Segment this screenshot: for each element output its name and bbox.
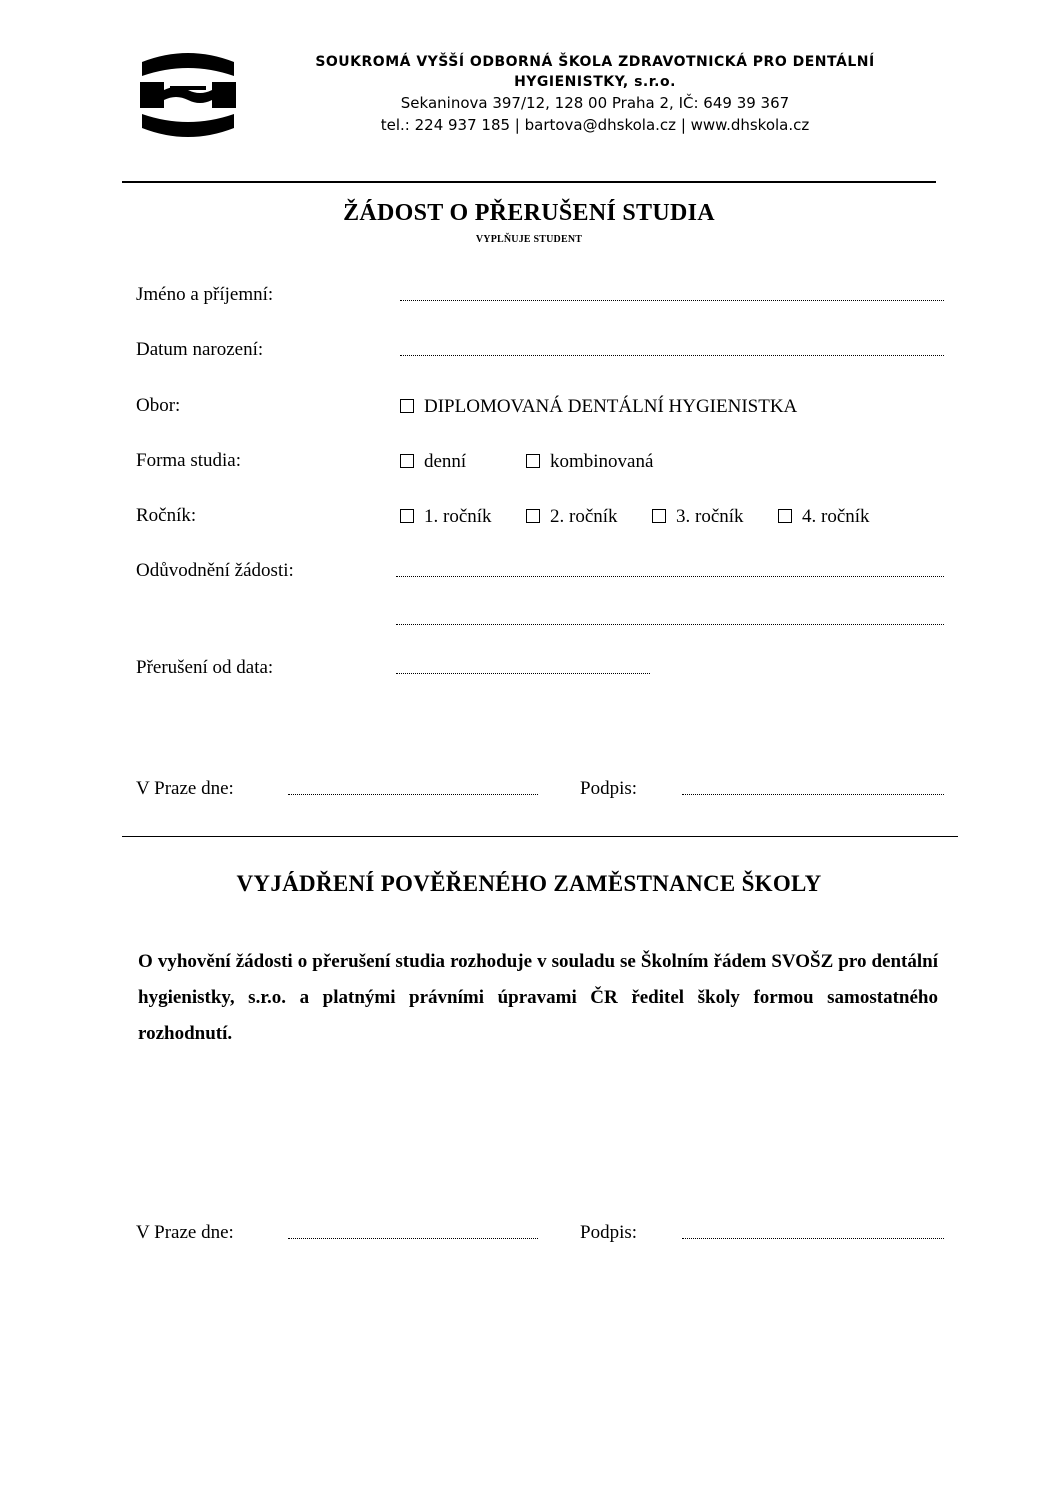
name-label: Jméno a příjemní: (136, 284, 274, 305)
header-divider (122, 181, 936, 183)
reason-field-line2[interactable] (396, 624, 944, 625)
statement-signature-field[interactable] (682, 1238, 944, 1239)
school-logo-icon (140, 46, 236, 144)
school-contact: tel.: 224 937 185 | bartova@dhskola.cz | www.dhskola.cz (380, 116, 810, 134)
signature-field[interactable] (682, 794, 944, 795)
study-form-option-combined[interactable] (526, 451, 653, 473)
study-form-label: Forma studia: (136, 450, 242, 471)
year-option-label: 2. ročník (550, 506, 618, 527)
checkbox-icon[interactable] (652, 509, 666, 523)
statement-place-date-field[interactable] (288, 1238, 538, 1239)
checkbox-icon[interactable] (400, 454, 414, 468)
field-option-dental-hygienist[interactable] (400, 396, 797, 418)
field-label: Obor: (136, 395, 181, 416)
statement-signature-label: Podpis: (580, 1222, 638, 1243)
year-option-label: 3. ročník (676, 506, 744, 527)
form-subtitle: VYPLŇUJE STUDENT (475, 234, 583, 245)
signature-label: Podpis: (580, 778, 638, 799)
birth-date-field[interactable] (400, 355, 944, 356)
checkbox-icon[interactable] (778, 509, 792, 523)
place-date-label: V Praze dne: (136, 778, 234, 799)
year-option-4[interactable] (778, 506, 870, 528)
reason-label: Odůvodnění žádosti: (136, 560, 294, 581)
field-option-label: DIPLOMOVANÁ DENTÁLNÍ HYGIENISTKA (424, 396, 798, 417)
school-address: Sekaninova 397/12, 128 00 Praha 2, IČ: 649 39 367 (400, 94, 790, 112)
study-form-option-label: kombinovaná (550, 451, 654, 472)
year-option-3[interactable] (652, 506, 744, 528)
statement-place-date-label: V Praze dne: (136, 1222, 234, 1243)
year-option-label: 4. ročník (802, 506, 870, 527)
checkbox-icon[interactable] (526, 454, 540, 468)
checkbox-icon[interactable] (526, 509, 540, 523)
year-option-1[interactable] (400, 506, 492, 528)
school-header (290, 52, 900, 136)
school-name-line2: HYGIENISTKY, s.r.o. (514, 74, 676, 90)
year-option-label: 1. ročník (424, 506, 492, 527)
checkbox-icon[interactable] (400, 399, 414, 413)
statement-text: O vyhovění žádosti o přerušení studia rozhoduje v souladu se Školním řádem SVOŠZ pro dentální hygienistky, s.r.o. a platnými právními úpravami ČR ředitel školy formou samostatného rozhodnutí. (138, 951, 938, 1044)
interruption-date-field[interactable] (396, 673, 650, 674)
form-title: ŽÁDOST O PŘERUŠENÍ STUDIA (343, 200, 715, 226)
birth-date-label: Datum narození: (136, 339, 264, 360)
study-form-option-daily[interactable] (400, 451, 466, 473)
place-date-field[interactable] (288, 794, 538, 795)
year-label: Ročník: (136, 505, 197, 526)
checkbox-icon[interactable] (400, 509, 414, 523)
school-name-line1: SOUKROMÁ VYŠŠÍ ODBORNÁ ŠKOLA ZDRAVOTNICKÁ PRO DENTÁLNÍ (315, 54, 875, 70)
study-form-option-label: denní (424, 451, 467, 472)
section-divider (122, 836, 958, 837)
reason-field-line1[interactable] (396, 576, 944, 577)
year-option-2[interactable] (526, 506, 618, 528)
statement-title: VYJÁDŘENÍ POVĚŘENÉHO ZAMĚSTNANCE ŠKOLY (236, 871, 822, 896)
name-field[interactable] (400, 300, 944, 301)
interruption-date-label: Přerušení od data: (136, 657, 274, 678)
